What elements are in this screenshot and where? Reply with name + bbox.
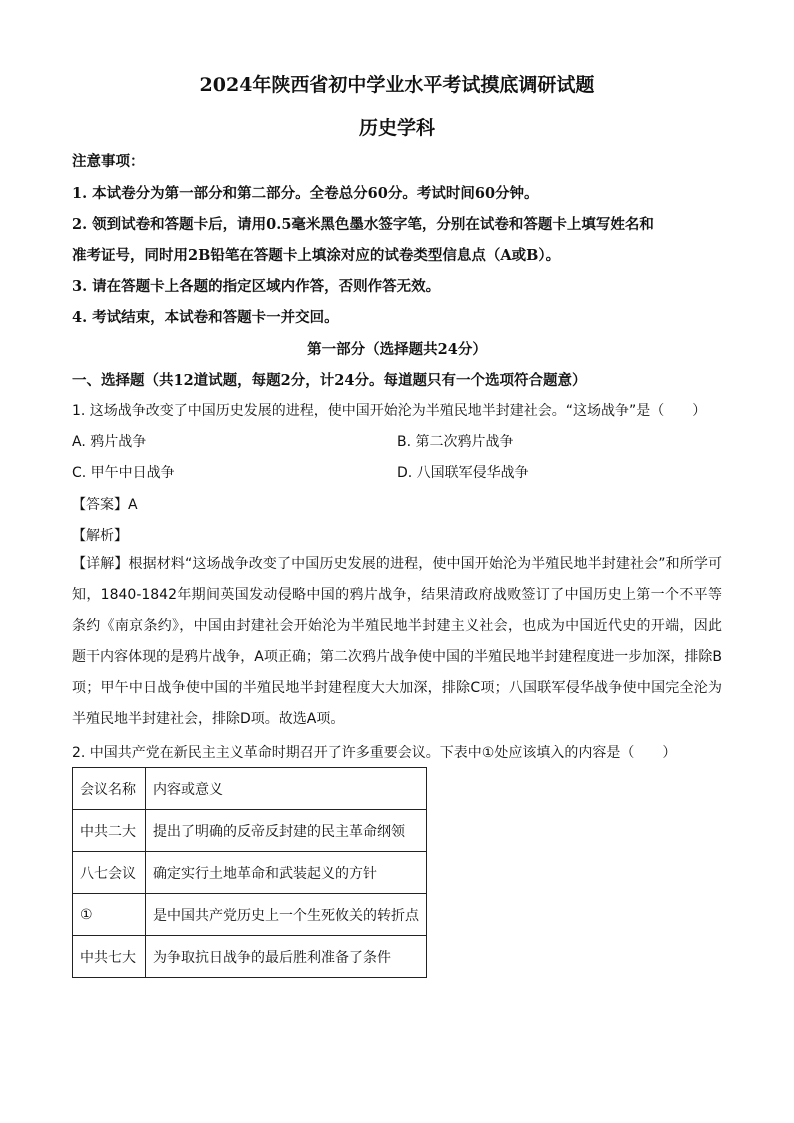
question-1-option-a: A. 鸦片战争 [72, 434, 147, 450]
table-cell: 中共七大 [73, 936, 146, 978]
table-cell: ① [73, 894, 146, 936]
table-cell: 八七会议 [73, 852, 146, 894]
section-heading: 一、选择题（共12道试题，每题2分，计24分。每道题只有一个选项符合题意） [72, 372, 587, 389]
question-1-option-b: B. 第二次鸦片战争 [397, 434, 514, 450]
question-1-analysis-label: 【解析】 [72, 528, 128, 544]
notes-heading: 注意事项： [72, 153, 145, 170]
subject-title: 历史学科 [358, 117, 435, 139]
meeting-table [72, 767, 427, 978]
table-header-row [73, 768, 427, 810]
question-1-answer: 【答案】A [72, 497, 138, 513]
exam-title: 2024年陕西省初中学业水平考试摸底调研试题 [199, 74, 595, 96]
table-row [73, 810, 427, 852]
table-cell: 为争取抗日战争的最后胜利准备了条件 [146, 936, 427, 978]
table-row [73, 894, 427, 936]
question-1-option-d: D. 八国联军侵华战争 [397, 465, 529, 481]
question-2-stem: 2. 中国共产党在新民主主义革命时期召开了许多重要会议。下表中①处应该填入的内容是（ ） [72, 745, 677, 761]
table-cell: 提出了明确的反帝反封建的民主革命纲领 [146, 810, 427, 852]
question-1-detail: 【详解】根据材料“这场战争改变了中国历史发展的进程，使中国开始沦为半殖民地半封建社会”和所学可知，1840-1842年期间英国发动侵略中国的鸦片战争，结果清政府战败签订了中国历史上第一个不平等条约《南京条约》，中国由封建社会开始沦为半殖民地半封建主义社会，也成为中国近代史的开端，因此题干内容体现的是鸦片战争，A项正确；第二次鸦片战争使中国的半殖民地半封建程度进一步加深，排除B项；甲午中日战争使中国的半殖民地半封建程度大大加深，排除C项；八国联军侵华战争使中国完全沦为半殖民地半封建社会，排除D项。故选A项。 [72, 556, 722, 727]
table-cell: 确定实行土地革命和武装起义的方针 [146, 852, 427, 894]
table-cell: 中共二大 [73, 810, 146, 852]
note-item: 准考证号，同时用2B铅笔在答题卡上填涂对应的试卷类型信息点（A或B）。 [72, 247, 561, 264]
note-item: 4. 考试结束，本试卷和答题卡一并交回。 [72, 309, 339, 326]
question-1-option-c: C. 甲午中日战争 [72, 465, 175, 481]
question-1-stem: 1. 这场战争改变了中国历史发展的进程，使中国开始沦为半殖民地半封建社会。“这场战争”是（ ） [72, 403, 707, 419]
note-item: 1. 本试卷分为第一部分和第二部分。全卷总分60分。考试时间60分钟。 [72, 185, 539, 202]
part-heading: 第一部分（选择题共24分） [307, 341, 487, 358]
note-item: 2. 领到试卷和答题卡后，请用0.5毫米黑色墨水签字笔，分别在试卷和答题卡上填写姓名和 [72, 216, 654, 233]
note-item: 3. 请在答题卡上各题的指定区域内作答，否则作答无效。 [72, 278, 441, 295]
table-header-cell: 内容或意义 [146, 768, 427, 810]
table-cell: 是中国共产党历史上一个生死攸关的转折点 [146, 894, 427, 936]
table-row [73, 936, 427, 978]
table-header-cell: 会议名称 [73, 768, 146, 810]
table-row [73, 852, 427, 894]
